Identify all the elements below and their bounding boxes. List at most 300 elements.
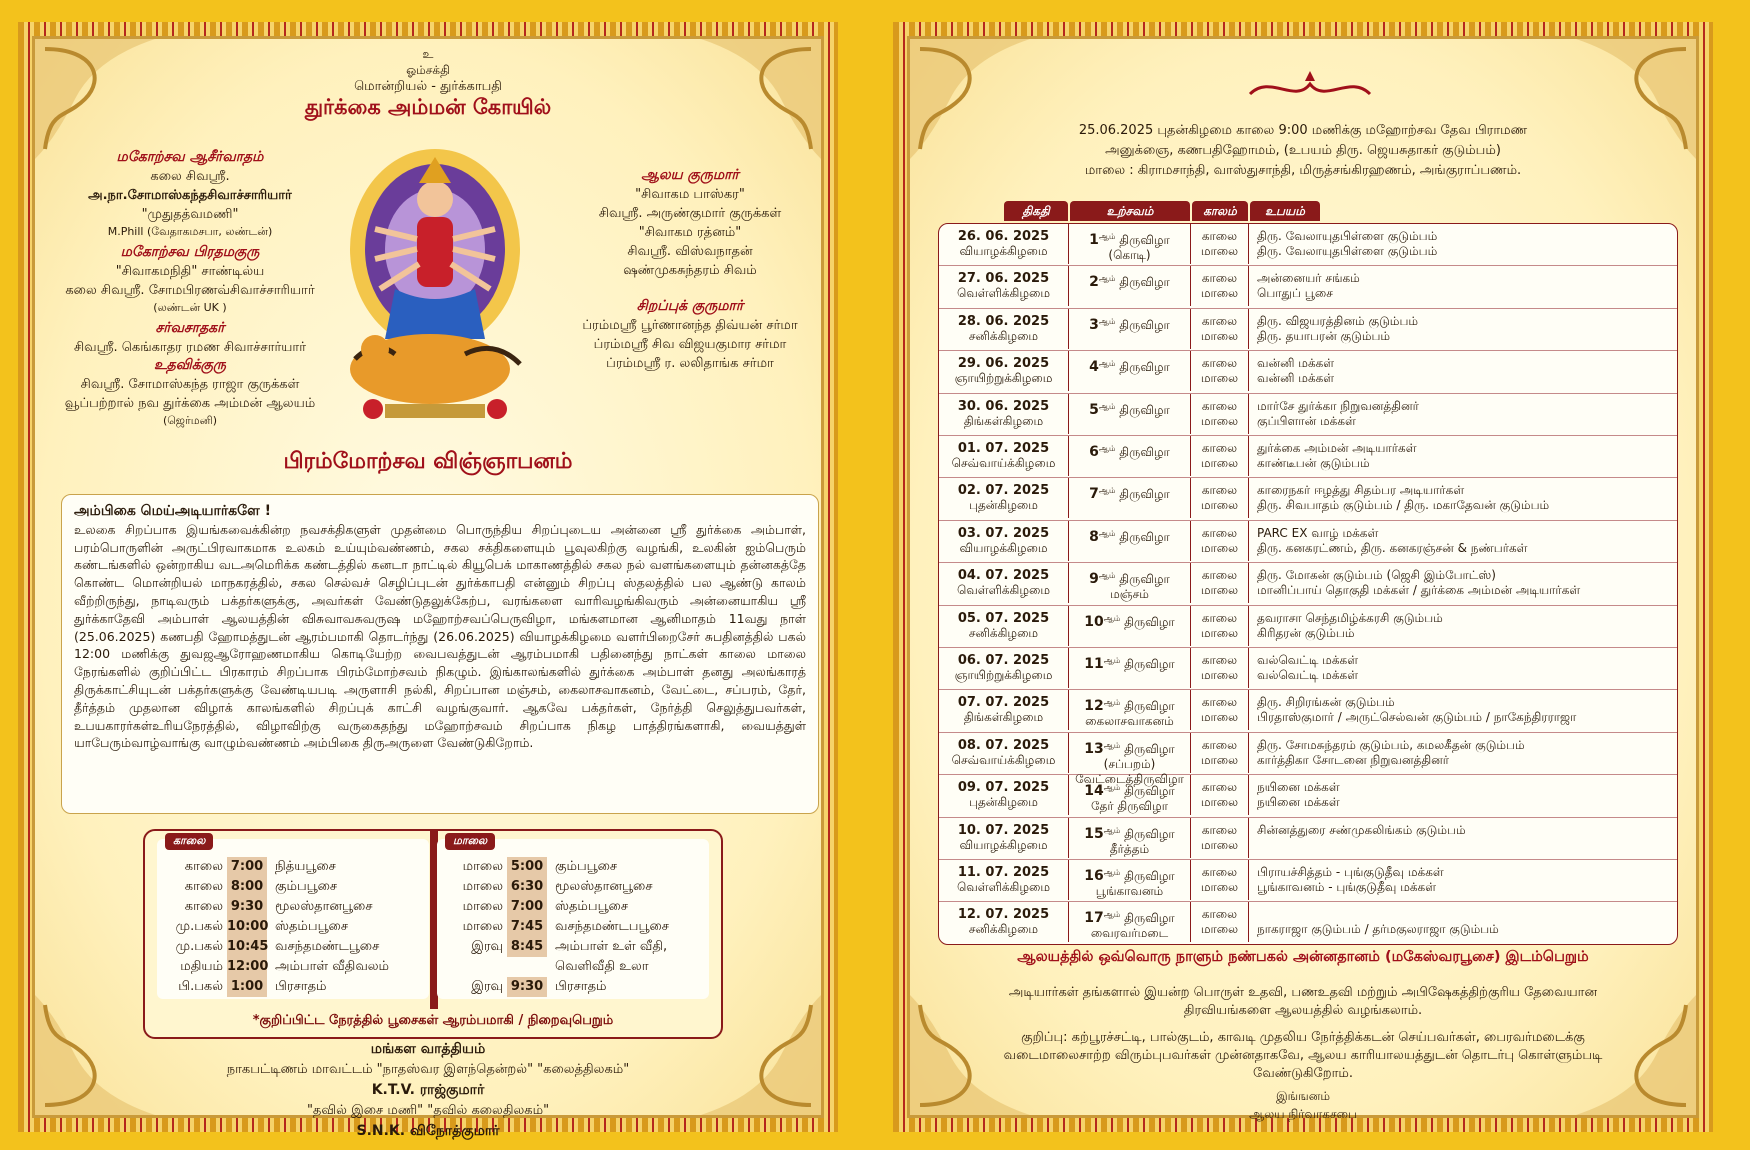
sponsor-evening: திரு. தயாபரன் குடும்பம் [1257, 328, 1391, 343]
schedule-row [939, 266, 1677, 308]
time-morning: காலை [1201, 907, 1238, 922]
priest-line: சிவஸ்ரீ. அருண்குமார் குருக்கள் [598, 206, 782, 221]
row-date: 26. 06. 2025 [957, 229, 1050, 244]
festival-number: 6 [1089, 444, 1099, 460]
schedule-row [939, 648, 1677, 690]
invitation-title: பிரம்மோற்சவ விஞ்ஞாபனம் [283, 449, 573, 474]
time-evening: மாலை [1200, 922, 1239, 937]
row-day: ஞாயிற்றுக்கிழமை [954, 371, 1053, 386]
row-festival-cell [1069, 733, 1191, 786]
row-festival-cell [1069, 606, 1191, 646]
letter-greeting: அம்பிகை மெய்அடியார்களே ! [74, 503, 271, 519]
sponsor-morning: திரு. மோகன் குடும்பம் (ஜெசி இம்போட்ஸ்) [1257, 568, 1496, 583]
time-evening: மாலை [1200, 625, 1239, 640]
section-title: மகோற்சவ ஆசீர்வாதம் [116, 149, 264, 165]
row-time-cell [1191, 436, 1249, 476]
row-date-cell [939, 818, 1069, 858]
pooja-time: 7:00 [227, 857, 267, 877]
pooja-time: 1:00 [227, 977, 267, 997]
priest-line: ப்ரம்மஸ்ரீ ர. லலிதாங்க சர்மா [606, 356, 774, 371]
sponsor-evening: கார்த்திகா சோடனை நிறுவனத்தினர் [1257, 752, 1450, 767]
festival-number: 12 [1084, 698, 1104, 715]
festival-suffix: ஆம் [1098, 528, 1116, 538]
pooja-row [437, 937, 709, 957]
time-morning: காலை [1201, 653, 1238, 667]
time-morning: காலை [1201, 229, 1238, 243]
pooja-period: காலை [184, 899, 223, 914]
row-festival-cell [1069, 436, 1191, 476]
sponsor-morning: மார்சே துர்க்கா நிறுவனத்தினர் [1257, 398, 1419, 413]
festival-number: 8 [1089, 528, 1099, 545]
priest-line: "சிவாகம பாஸ்கர" [635, 187, 745, 202]
time-morning: காலை [1201, 441, 1238, 455]
festival-name: திருவிழா [1124, 911, 1175, 926]
row-date: 06. 07. 2025 [957, 653, 1050, 668]
priest-line: "சிவாகம ரத்னம்" [638, 225, 742, 240]
festival-number: 11 [1084, 656, 1104, 672]
pooja-row [157, 857, 429, 877]
section-title: சிறப்புக் குருமார் [636, 298, 744, 314]
time-evening: மாலை [1200, 880, 1239, 894]
festival-sub: (கொடி) [1108, 248, 1151, 262]
pooja-time: 10:45 [227, 937, 267, 957]
festival-suffix: ஆம் [1098, 274, 1116, 284]
table-header [938, 201, 1678, 223]
row-date: 02. 07. 2025 [957, 483, 1050, 499]
pooja-name: அம்பாள் உள் வீதி, [555, 939, 668, 954]
pooja-row [437, 897, 709, 917]
row-date-cell [939, 436, 1069, 476]
sign-org: ஆலய நிர்வாகசபை [1249, 1107, 1357, 1121]
row-festival-cell [1069, 351, 1191, 391]
time-evening: மாலை [1200, 668, 1239, 682]
pooja-time: 9:30 [507, 977, 547, 997]
header-time: காலம் [1192, 201, 1248, 221]
festival-number: 1 [1089, 232, 1099, 248]
row-festival-cell [1069, 478, 1191, 518]
sponsor-morning: வன்னி மக்கள் [1257, 356, 1335, 371]
priest-line: "சிவாகமநிதி" சாண்டில்ய [115, 264, 265, 279]
row-date: 03. 07. 2025 [957, 525, 1050, 541]
festival-number: 15 [1084, 825, 1104, 842]
row-time-cell [1191, 902, 1249, 942]
festival-name: திருவிழா [1119, 445, 1170, 459]
schedule-row [939, 733, 1677, 786]
pooja-period: இரவு [471, 979, 503, 994]
priest-line: சிவஸ்ரீ. கெங்காதர ரமண சிவாச்சார்யார் [73, 340, 307, 355]
festival-number: 10 [1084, 613, 1104, 630]
festival-suffix: ஆம் [1103, 656, 1121, 665]
row-day: புதன்கிழமை [969, 498, 1038, 513]
pooja-period: மாலை [462, 859, 503, 874]
festival-suffix: ஆம் [1098, 571, 1116, 581]
pooja-row [157, 957, 429, 977]
sponsor-morning: வல்வெட்டி மக்கள் [1257, 653, 1359, 667]
festival-suffix: ஆம் [1103, 740, 1121, 750]
row-day: சனிக்கிழமை [968, 328, 1039, 343]
sponsor-evening: திரு. சிவபாதம் குடும்பம் / திரு. மகாதேவன் குடும்பம் [1257, 498, 1550, 513]
opening-details [950, 121, 1656, 181]
row-sponsor-cell [1257, 351, 1677, 391]
morning-pooja-list [157, 834, 429, 999]
sponsor-morning: திரு. சிறிரங்கன் குடும்பம் [1257, 695, 1395, 710]
row-festival-cell [1069, 648, 1191, 688]
row-time-cell [1191, 563, 1249, 603]
festival-suffix: ஆம் [1098, 486, 1116, 496]
time-morning: காலை [1201, 780, 1238, 795]
row-date-cell [939, 902, 1069, 942]
row-date-cell [939, 521, 1069, 561]
pooja-name: ஸ்தம்பபூசை [275, 919, 349, 934]
row-sponsor-cell [1257, 224, 1677, 264]
header-sponsor: உபயம் [1250, 201, 1320, 221]
row-time-cell [1191, 266, 1249, 306]
row-date: 30. 06. 2025 [957, 398, 1050, 414]
temple-header [35, 47, 821, 122]
priest-line: (லண்டன் UK ) [153, 301, 227, 314]
time-evening: மாலை [1200, 413, 1239, 428]
row-date: 29. 06. 2025 [957, 356, 1050, 372]
right-page [893, 22, 1713, 1132]
festival-number: 4 [1089, 359, 1099, 376]
row-sponsor-cell [1257, 860, 1677, 900]
priests-left-column [55, 149, 325, 429]
section-title: சர்வசாதகர் [155, 320, 225, 336]
schedule-row [939, 606, 1677, 648]
header-festival: உற்சவம் [1070, 201, 1190, 221]
time-morning: காலை [1201, 483, 1238, 498]
festival-number: 7 [1089, 486, 1099, 503]
pooja-time: 7:00 [507, 897, 547, 917]
pooja-time: 9:30 [227, 897, 267, 917]
row-day: சனிக்கிழமை [968, 922, 1039, 937]
time-evening: மாலை [1200, 837, 1239, 852]
row-time-cell [1191, 775, 1249, 815]
evening-label: மாலை [445, 833, 495, 850]
row-date-cell [939, 266, 1069, 306]
row-sponsor-cell [1257, 818, 1677, 858]
pooja-row [437, 917, 709, 937]
letter-body: உலகை சிறப்பாக இயங்கவைக்கின்ற நவசக்திகளுள் முதன்மை பொருந்திய சிறப்புடைய அன்னை ஸ்ரீ துர்க்கை அம்பாள், பரம்பொருளின் அருட்பிரவாகமாக உலகம் உய்யும்வண்ணம், சகல சக்திகளையும் பூவுலகிற்கு வழங்கி, உலகின் ஐம்பெரும் கண்டங்களில் ஒன்றாகிய வடஅமெரிக்க கண்டத்தில் கனடா நாட்டில் கியூபெக் மாகாணத்தில் சகல நல் வளங்களையும் தன்னகத்தே கொண்ட மொன்றியல் மாநகரத்தில், சகல செல்வச் செழிப்புடன் துர்க்காபதி என்னும் சிறப்பு ஸ்தலத்தில் பல ஆண்டு காலம் வீற்றிருந்து, நாடிவரும் பக்தர்களுக்கு, அவர்கள் வேண்டுதலுக்கேற்ப, வரங்களை வாரிவழங்கிவரும் அன்னையாகிய ஸ்ரீ துர்க்காதேவி அம்பாள் ஆலயத்தின் விசுவாவசுவருஷ மஹோற்சவப்பெருவிழா, மங்களமான ஆனிமாதம் 11வது நாள் (25.06.2025) கணபதி ஹோமத்துடன் ஆரம்பமாகி தொடர்ந்து (26.06.2025) வியாழக்கிழமை வளர்பிறைசேர் சுபதினத்தில் பகல் 12:00 மணிக்கு துவஜஆரோஹணமாகிய கொடியேற்ற வைபவத்துடன் ஆரம்பமாகி பதினைந்து நாட்கள் காலை மாலை நேரங்களில் குறிப்பிட்ட பிரகாரம் சிறப்பாக பிரம்மோற்சவம் நிகழும். இங்காலங்களில் துர்க்கை அம்பாள் தனது அலங்காரத் திருக்காட்சியுடன் பக்தர்களுக்கு வேண்டியபடி அருளாசி நல்கி, சிறப்பான மஞ்சம், கைலாசவாகனம், வேட்டை, சப்பரம், தேர், தீர்த்தம் முதலான விழாக் காலங்களில் சிறப்புக் காட்சி வழங்குவார். ஆகவே பக்தர்கள், நேர்த்தி செலுத்துபவர்கள், உபயகாரர்கள்உரியநேரத்தில், விழாவிற்கு வருகைதந்து மஹோற்சவம் சிறப்பாக நிகழ பாத்திரங்களாகி, வையத்துள் யாபேரும்வாழ்வாங்கு வாழும்வண்ணம் அம்பிகை திருஅருளை வேண்டுகிறோம். [74, 521, 806, 751]
sponsor-evening: காண்டீபன் குடும்பம் [1257, 456, 1370, 470]
row-time-cell [1191, 606, 1249, 646]
festival-sub: வைரவர்மடை [1090, 926, 1169, 941]
row-date-cell [939, 309, 1069, 349]
sponsor-morning: காரைநகர் ஈழத்து சிதம்பர அடியார்கள் [1257, 483, 1465, 498]
vow-note: குறிப்பு: கற்பூரச்சட்டி, பால்குடம், காவடி முதலிய நேர்த்திக்கடன் செய்பவர்கள், பைரவர்மடைக்கு வடைமாலைசாற்ற விரும்புபவர்கள் முன்னதாகவே, ஆலய காரியாலயத்துடன் தொடர்பு கொள்ளும்படி வேண்டுகிறோம். [1003, 1030, 1603, 1081]
time-evening: மாலை [1200, 710, 1239, 725]
schedule-row [939, 818, 1677, 860]
sponsor-morning: திரு. வேலாயுதபிள்ளை குடும்பம் [1257, 229, 1438, 243]
intro-line: மாலை : கிராமசாந்தி, வாஸ்துசாந்தி, மிருத்சங்கிரஹணம், அங்குராப்பணம். [1084, 163, 1522, 178]
sponsor-evening: பூங்காவனம் - புங்குடுதீவு மக்கள் [1257, 880, 1437, 894]
schedule-row [939, 394, 1677, 436]
table-body [938, 223, 1678, 945]
row-time-cell [1191, 351, 1249, 391]
time-evening: மாலை [1200, 540, 1239, 555]
row-date-cell [939, 478, 1069, 518]
pooja-name: மூலஸ்தானபூசை [555, 879, 653, 894]
pooja-time: 12:00 [227, 957, 267, 977]
pooja-row [157, 937, 429, 957]
time-evening: மாலை [1200, 286, 1239, 301]
pooja-time: 10:00 [227, 917, 267, 937]
sponsor-morning: திரு. விஜயரத்தினம் குடும்பம் [1257, 313, 1419, 328]
evening-pooja-list [437, 834, 709, 999]
sponsor-morning: PARC EX வாழ் மக்கள் [1257, 525, 1379, 540]
sponsor-evening: குப்பிளான் மக்கள் [1257, 413, 1356, 428]
time-evening: மாலை [1200, 244, 1239, 258]
festival-number: 17 [1084, 910, 1104, 927]
festival-number: 16 [1084, 868, 1104, 884]
mangala-line1: நாகபட்டிணம் மாவட்டம் "நாதஸ்வர இளந்தென்றல்" "கலைத்திலகம்" [226, 1062, 630, 1077]
festival-number: 14 [1084, 783, 1104, 800]
row-date-cell [939, 394, 1069, 434]
row-sponsor-cell [1257, 309, 1677, 349]
priest-line: (ஜெர்மனி) [162, 414, 218, 427]
row-date: 10. 07. 2025 [957, 822, 1050, 838]
schedule-row [939, 860, 1677, 902]
row-sponsor-cell [1257, 478, 1677, 518]
row-festival-cell [1069, 902, 1191, 942]
sponsor-evening: நாகராஜா குடும்பம் / தர்மகுலராஜா குடும்பம் [1257, 922, 1499, 937]
row-festival-cell [1069, 266, 1191, 306]
row-day: வெள்ளிக்கிழமை [956, 583, 1051, 598]
row-date: 27. 06. 2025 [957, 271, 1050, 287]
sponsor-morning: துர்க்கை அம்மன் அடியார்கள் [1257, 441, 1417, 455]
pooja-name: வசந்தமண்டபூசை [275, 939, 380, 954]
festival-name: திருவிழா [1124, 869, 1175, 883]
pooja-time: 8:45 [507, 937, 547, 957]
pooja-schedule [143, 829, 723, 1039]
row-day: வியாழக்கிழமை [959, 540, 1048, 555]
section-title: உதவிக்குரு [153, 357, 227, 373]
pooja-row [437, 857, 709, 877]
header-u: உ [422, 47, 434, 61]
time-morning: காலை [1201, 610, 1238, 625]
pooja-name: ஸ்தம்பபூசை [555, 899, 629, 914]
pooja-period: காலை [184, 879, 223, 894]
invitation-letter [61, 494, 819, 814]
festival-name: திருவிழா [1124, 784, 1175, 799]
pooja-name: அம்பாள் வீதிவலம் [275, 959, 390, 974]
pooja-period: பி.பகல் [178, 979, 223, 994]
festival-name: திருவிழா [1124, 657, 1175, 671]
priest-line: சிவஸ்ரீ. சோமாஸ்கந்த ராஜா குருக்கள் [80, 377, 300, 392]
pooja-period: காலை [184, 859, 223, 874]
row-date-cell [939, 775, 1069, 815]
festival-name: திருவிழா [1124, 699, 1175, 714]
row-festival-cell [1069, 224, 1191, 264]
priest-line: அ.நா.சோமாஸ்கந்தசிவாச்சாரியார் [88, 188, 292, 203]
sponsor-evening: மானிப்பாய் தொகுதி மக்கள் / துர்க்கை அம்மன் அடியார்கள் [1257, 583, 1581, 598]
pooja-row [157, 977, 429, 997]
festival-number: 13 [1084, 740, 1104, 757]
pooja-time: 7:45 [507, 917, 547, 937]
row-time-cell [1191, 818, 1249, 858]
festival-number: 3 [1089, 316, 1099, 333]
festival-sub: தேர் திருவிழா [1091, 799, 1168, 814]
row-day: வியாழக்கிழமை [959, 244, 1048, 258]
row-time-cell [1191, 521, 1249, 561]
pooja-note: *குறிப்பிட்ட நேரத்தில் பூசைகள் ஆரம்பமாகி / நிறைவுபெறும் [252, 1013, 614, 1028]
priest-line: "முதுதத்வமணி" [141, 207, 239, 222]
row-time-cell [1191, 648, 1249, 688]
row-sponsor-cell [1257, 775, 1677, 815]
priest-line: M.Phill (வேதாகமசபா, லண்டன்) [107, 225, 273, 238]
sponsor-morning: சின்னத்துரை சண்முகலிங்கம் குடும்பம் [1257, 822, 1466, 837]
row-date: 01. 07. 2025 [957, 441, 1050, 456]
festival-name: திருவிழா [1119, 529, 1170, 544]
pooja-period: மதியம் [180, 959, 223, 974]
temple-title: துர்க்கை அம்மன் கோயில் [304, 95, 552, 119]
intro-line: அனுக்ஞை, கணபதிஹோமம், (உபயம் திரு. ஜெயசுதாகர் குடும்பம்) [1105, 143, 1501, 158]
pooja-name: வெளிவீதி உலா [555, 959, 649, 974]
pooja-row [157, 877, 429, 897]
row-day: வெள்ளிக்கிழமை [956, 880, 1051, 894]
priest-line: வூப்பற்றால் நவ துர்க்கை அம்மன் ஆலயம் [64, 396, 316, 411]
schedule-row [939, 563, 1677, 605]
row-date: 07. 07. 2025 [957, 695, 1050, 711]
intro-line: 25.06.2025 புதன்கிழமை காலை 9:00 மணிக்கு மஹோற்சவ தேவ பிராமண [1078, 123, 1528, 138]
pooja-name: கும்பபூசை [275, 879, 338, 894]
mangala-title: மங்கள வாத்தியம் [370, 1041, 486, 1057]
time-morning: காலை [1201, 525, 1238, 540]
row-time-cell [1191, 309, 1249, 349]
time-morning: காலை [1201, 313, 1238, 328]
row-day: திங்கள்கிழமை [963, 710, 1044, 725]
festival-suffix: ஆம் [1103, 783, 1121, 793]
schedule-row [939, 690, 1677, 732]
sponsor-morning: பிராயச்சித்தம் - புங்குடுதீவு மக்கள் [1257, 865, 1444, 879]
festival-sub: மஞ்சம் [1110, 587, 1149, 602]
festival-name: திருவிழா (சப்பறம்) [1103, 741, 1175, 771]
row-sponsor-cell [1257, 436, 1677, 476]
row-date-cell [939, 860, 1069, 900]
sponsor-evening: வல்வெட்டி மக்கள் [1257, 668, 1359, 682]
priest-line: ஷண்முகசுந்தரம் சிவம் [623, 263, 757, 278]
row-day: சனிக்கிழமை [968, 625, 1039, 640]
schedule-row [939, 478, 1677, 520]
festival-name: திருவிழா [1119, 572, 1170, 587]
row-day: திங்கள்கிழமை [963, 413, 1044, 428]
sponsor-evening: நயினை மக்கள் [1257, 795, 1340, 810]
row-date: 28. 06. 2025 [957, 313, 1050, 329]
sponsor-evening: பொதுப் பூசை [1257, 286, 1333, 301]
pooja-row [157, 917, 429, 937]
festival-sub: வேட்டைத்திருவிழா [1075, 771, 1184, 786]
donation-note: அடியார்கள் தங்களால் இயன்ற பொருள் உதவி, பணஉதவி மற்றும் அபிஷேகத்திற்குரிய தேவையான திரவியங்களை ஆலயத்தில் வழங்கலாம். [1008, 985, 1598, 1018]
festival-name: திருவிழா [1124, 614, 1175, 629]
pooja-name: பிரசாதம் [555, 979, 607, 994]
festival-number: 5 [1089, 401, 1099, 418]
row-date-cell [939, 733, 1069, 773]
festival-sub: கைலாசவாகனம் [1085, 714, 1174, 729]
pooja-row [157, 897, 429, 917]
mangala-name1: K.T.V. ராஜ்குமார் [371, 1082, 485, 1098]
row-festival-cell [1069, 818, 1191, 858]
row-festival-cell [1069, 860, 1191, 900]
row-sponsor-cell [1257, 902, 1677, 942]
time-morning: காலை [1201, 737, 1238, 752]
row-date-cell [939, 606, 1069, 646]
time-evening: மாலை [1200, 371, 1239, 386]
festival-suffix: ஆம் [1103, 825, 1121, 835]
left-page-panel [32, 36, 824, 1139]
festival-suffix: ஆம் [1103, 698, 1121, 708]
sponsor-morning: நயினை மக்கள் [1257, 780, 1340, 795]
header-location: மொன்றியல் - துர்க்காபதி [354, 79, 502, 94]
pooja-name: மூலஸ்தானபூசை [275, 899, 373, 914]
festival-suffix: ஆம் [1098, 232, 1116, 241]
time-morning: காலை [1201, 271, 1238, 286]
festival-suffix: ஆம் [1098, 444, 1116, 453]
festival-name: திருவிழா [1119, 317, 1170, 332]
row-time-cell [1191, 394, 1249, 434]
festival-suffix: ஆம் [1098, 401, 1116, 411]
festival-suffix: ஆம் [1098, 359, 1116, 369]
row-day: செவ்வாய்க்கிழமை [951, 752, 1056, 767]
row-festival-cell [1069, 690, 1191, 730]
festival-name: திருவிழா [1119, 487, 1170, 502]
pooja-row [437, 957, 709, 977]
mangala-name2: S.N.K. விநோத்குமார் [356, 1123, 500, 1139]
time-evening: மாலை [1200, 456, 1239, 470]
morning-label: காலை [165, 833, 213, 850]
row-day: வியாழக்கிழமை [959, 837, 1048, 852]
festival-suffix: ஆம் [1103, 868, 1121, 877]
schedule-row [939, 775, 1677, 817]
pooja-period: மு.பகல் [175, 939, 223, 954]
priest-line: கலை சிவஸ்ரீ. [150, 169, 230, 184]
row-date-cell [939, 690, 1069, 730]
section-title: ஆலய குருமார் [641, 167, 739, 183]
priest-line: கலை சிவஸ்ரீ. சோமபிரணவ்சிவாச்சாரியார் [65, 283, 315, 298]
row-day: செவ்வாய்க்கிழமை [951, 456, 1056, 470]
row-day: வெள்ளிக்கிழமை [956, 286, 1051, 301]
festival-sub: பூங்காவனம் [1095, 884, 1164, 898]
pooja-name: பிரசாதம் [275, 979, 327, 994]
time-evening: மாலை [1200, 328, 1239, 343]
festival-name: திருவிழா [1119, 233, 1170, 247]
row-sponsor-cell [1257, 266, 1677, 306]
row-festival-cell [1069, 775, 1191, 815]
pooja-period: இரவு [471, 939, 503, 954]
row-day: ஞாயிற்றுக்கிழமை [954, 668, 1053, 682]
pooja-time: 5:00 [507, 857, 547, 877]
row-time-cell [1191, 224, 1249, 264]
festival-number: 2 [1089, 274, 1099, 291]
row-festival-cell [1069, 309, 1191, 349]
schedule-row [939, 902, 1677, 944]
row-date-cell [939, 224, 1069, 264]
sponsor-evening: கிரிதரன் குடும்பம் [1257, 625, 1355, 640]
flourish-ornament [1240, 69, 1380, 109]
mangala-line2: "தவில் இசை மணி" "தவில் கலைதிலகம்" [306, 1103, 550, 1118]
row-date: 09. 07. 2025 [957, 780, 1050, 796]
sign-label: இங்ஙனம் [1276, 1089, 1330, 1103]
pooja-period: மாலை [462, 879, 503, 894]
festival-suffix: ஆம் [1098, 316, 1116, 326]
priest-line: ப்ரம்மஸ்ரீ சிவ விஜயகுமார சர்மா [593, 337, 787, 352]
row-sponsor-cell [1257, 690, 1677, 730]
festival-schedule-table [938, 201, 1678, 945]
pooja-time: 6:30 [507, 877, 547, 897]
row-date-cell [939, 351, 1069, 391]
row-day: புதன்கிழமை [969, 795, 1038, 810]
pooja-time: 8:00 [227, 877, 267, 897]
row-date: 04. 07. 2025 [957, 568, 1050, 584]
